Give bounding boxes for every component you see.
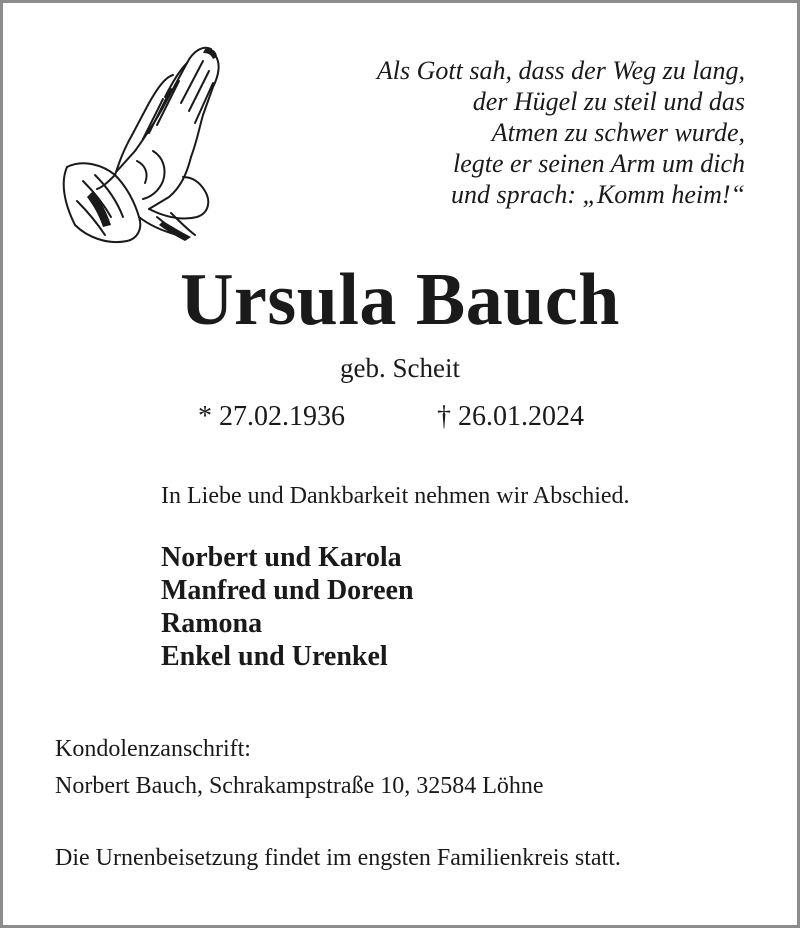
farewell-text: In Liebe und Dankbarkeit nehmen wir Abschied.	[161, 483, 630, 509]
birth-date: * 27.02.1936	[198, 401, 345, 432]
mourner: Norbert und Karola	[161, 542, 402, 573]
mourner: Ramona	[161, 608, 263, 639]
death-date: † 26.01.2024	[437, 401, 584, 432]
poem-line: Als Gott sah, dass der Weg zu lang,	[376, 56, 745, 85]
born-name: geb. Scheit	[340, 353, 460, 383]
poem-line: Atmen zu schwer wurde,	[491, 118, 745, 147]
condolence-address: Norbert Bauch, Schrakampstraße 10, 32584 Löhne	[55, 773, 544, 799]
praying-hands-icon	[53, 41, 223, 251]
mourners-list	[161, 541, 414, 673]
poem-line: der Hügel zu steil und das	[472, 87, 745, 116]
mourner: Manfred und Doreen	[161, 575, 414, 606]
poem-line: und sprach: „Komm heim!“	[451, 180, 745, 209]
poem-line: legte er seinen Arm um dich	[453, 149, 745, 178]
burial-note: Die Urnenbeisetzung findet im engsten Familienkreis statt.	[55, 845, 621, 871]
mourner: Enkel und Urenkel	[161, 641, 388, 672]
deceased-name: Ursula Bauch	[180, 259, 620, 341]
poem	[275, 55, 745, 210]
condolence-label: Kondolenzanschrift:	[55, 736, 251, 762]
